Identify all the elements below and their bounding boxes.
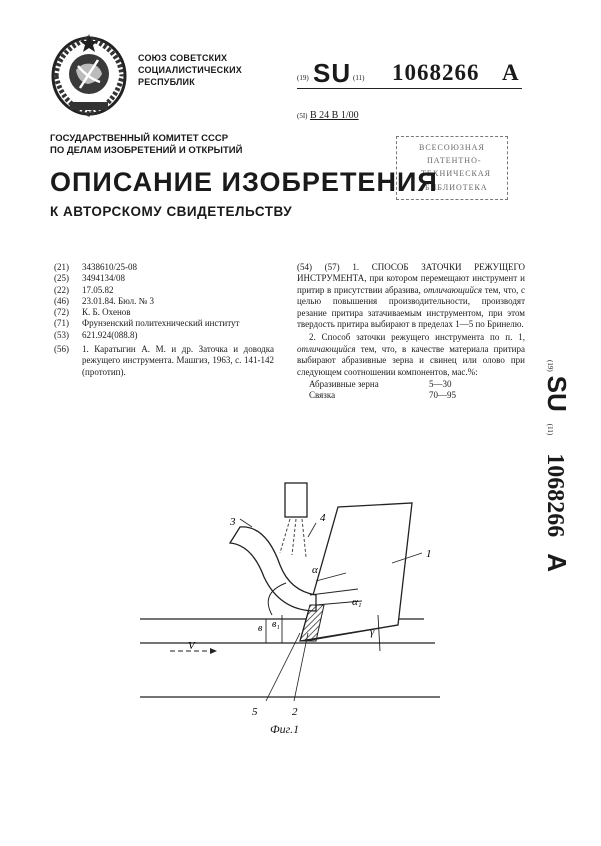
publication-number xyxy=(297,58,522,88)
ussr-emblem-icon xyxy=(48,30,130,118)
claim-1-start: 1. СПОСОБ ЗАТОЧКИ РЕЖУЩЕГО ИНСТРУМЕНТА, при котором перемещают инструмент и притир в присутствии абразива, xyxy=(297,262,526,295)
claim-2-end: тем, что, в качестве материала притира выбирают абразивные зерна и свинец или олово при следующем соотношении компонентов, мас.%: xyxy=(297,343,525,377)
patent-number: 1068266 xyxy=(392,60,480,85)
union-line: СОЮЗ СОВЕТСКИХ xyxy=(138,53,228,63)
component-value: 5—30 xyxy=(429,379,452,390)
composition-row xyxy=(297,379,525,390)
biblio-value: Фрунзенский политехнический институт xyxy=(82,318,240,329)
vertical-kind: A xyxy=(542,553,572,572)
stamp-line: БИБЛИОТЕКА xyxy=(425,183,488,192)
leader-3 xyxy=(240,519,252,527)
committee-line: ГОСУДАРСТВЕННЫЙ КОМИТЕТ СССР xyxy=(50,133,229,144)
country-code: SU xyxy=(313,58,352,88)
biblio-code: (71) xyxy=(54,318,69,329)
union-line: СОЦИАЛИСТИЧЕСКИХ xyxy=(138,65,242,75)
claim-2 xyxy=(297,332,525,378)
claims-codes: (54) (57) xyxy=(297,262,340,272)
label-3: 3 xyxy=(230,516,236,528)
stamp-line: ПАТЕНТНО- xyxy=(427,156,482,165)
committee-line: ПО ДЕЛАМ ИЗОБРЕТЕНИЙ И ОТКРЫТИЙ xyxy=(50,145,243,156)
ipc-code-label: (5I) xyxy=(297,112,308,120)
spray-line xyxy=(292,519,296,555)
label-4: 4 xyxy=(320,512,326,524)
label-b: в xyxy=(258,623,263,634)
label-v: V xyxy=(188,640,195,652)
reference-code: (56) xyxy=(54,344,69,355)
biblio-row xyxy=(54,296,274,307)
technical-drawing xyxy=(140,465,520,755)
vertical-code-19: (19) xyxy=(546,360,554,372)
spray-line xyxy=(302,519,306,557)
biblio-value: 23.01.84. Бюл. № 3 xyxy=(82,295,154,306)
biblio-row xyxy=(54,318,274,329)
patent-kind: A xyxy=(502,60,519,85)
committee-name xyxy=(50,133,242,157)
component-name: Связка xyxy=(309,390,336,401)
claim-2-italic: отличающийся xyxy=(297,343,356,354)
nozzle xyxy=(285,483,307,517)
document-subtitle: К АВТОРСКОМУ СВИДЕТЕЛЬСТВУ xyxy=(50,204,293,219)
stamp-line: ТЕХНИЧЕСКАЯ xyxy=(421,169,491,178)
biblio-value: 621.924(088.8) xyxy=(82,329,138,340)
composition-table xyxy=(297,379,525,402)
biblio-value: 3438610/25-08 xyxy=(82,262,137,272)
biblio-code: (53) xyxy=(54,329,69,340)
biblio-code: (25) xyxy=(54,273,69,284)
vertical-code-11: (11) xyxy=(546,423,554,436)
spray-line xyxy=(280,519,290,553)
biblio-row xyxy=(54,330,274,341)
label-alpha: α xyxy=(312,564,318,576)
leader-4 xyxy=(308,523,316,537)
biblio-value: 3494134/08 xyxy=(82,273,126,284)
velocity-arrow-head xyxy=(210,648,217,654)
ipc-class xyxy=(297,110,359,121)
label-5: 5 xyxy=(252,706,258,718)
vertical-number: 1068266 xyxy=(542,453,568,538)
document-title: ОПИСАНИЕ ИЗОБРЕТЕНИЯ xyxy=(50,167,438,197)
biblio-row xyxy=(54,273,274,284)
stamp-line: ВСЕСОЮЗНАЯ xyxy=(419,143,485,152)
label-gamma: γ xyxy=(370,626,375,638)
union-line: РЕСПУБЛИК xyxy=(138,77,195,87)
figure-caption: Фиг.1 xyxy=(270,722,300,736)
vertical-patent-number xyxy=(520,360,580,690)
biblio-row xyxy=(54,307,274,318)
vertical-country: SU xyxy=(542,375,572,412)
biblio-value: К. Б. Охенов xyxy=(82,307,131,318)
claim-1 xyxy=(297,262,525,330)
biblio-code: (22) xyxy=(54,284,69,295)
country-name xyxy=(138,52,242,88)
label-b1: в₁ xyxy=(272,619,280,630)
label-1: 1 xyxy=(426,548,432,560)
component-name: Абразивные зерна xyxy=(309,379,379,390)
label-alpha1: α₁ xyxy=(352,596,362,608)
chip xyxy=(230,527,316,611)
claim-2-start: 2. Способ заточки режущего инструмента по п. 1, xyxy=(309,332,525,343)
claim-1-end: тем, что, с целью повышения производительности, производят резание притира затачиваемым инструментом, при этом твердость притира выбирают в пределах 1—5 по Бринелю. xyxy=(297,284,525,330)
biblio-row xyxy=(54,262,274,273)
code-11: (11) xyxy=(353,74,365,82)
reference-text: 1. Каратыгин А. М. и др. Заточка и доводка режущего инструмента. Машгиз, 1963, с. 141-142 (прототип). xyxy=(82,344,274,377)
vertical-text xyxy=(541,360,572,572)
biblio-code: (46) xyxy=(54,295,69,306)
component-value: 70—95 xyxy=(429,390,456,401)
biblio-code: (72) xyxy=(54,307,69,318)
composition-row xyxy=(297,390,525,401)
biblio-value: 17.05.82 xyxy=(82,284,114,295)
reference-row xyxy=(54,344,274,378)
label-2: 2 xyxy=(292,706,298,718)
biblio-code: (21) xyxy=(54,262,69,272)
code-19: (19) xyxy=(297,74,309,82)
bibliographic-data xyxy=(54,262,274,378)
header-rule xyxy=(297,88,522,89)
biblio-row xyxy=(54,285,274,296)
ipc-value: В 24 В 1/00 xyxy=(310,110,359,121)
claim-1-italic: отличающийся xyxy=(423,284,483,295)
claims xyxy=(297,262,525,402)
